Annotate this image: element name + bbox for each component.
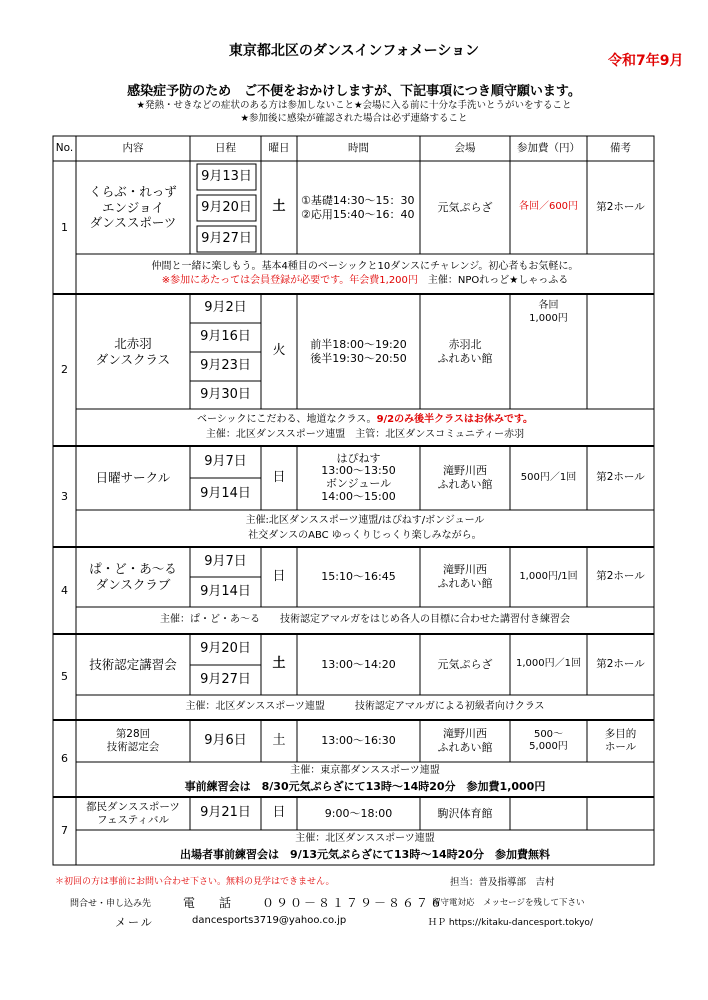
event-name: くらぶ・れっず エンジョイ ダンススポーツ [89, 184, 177, 231]
event-day: 土 [272, 656, 286, 672]
email-label: メール [115, 916, 154, 929]
phone-label: 電 話 [183, 896, 238, 910]
event-day: 日 [272, 568, 286, 584]
event-description: 仲間と一緒に楽しもう。基本4種目のベーシックと10ダンスにチャレンジ。初心者もお気軽に。 ※参加にあたっては会員登録が必要です。年会費1,200円 主催：NPOれっど★しゃっふる [151, 260, 579, 286]
event-day: 日 [272, 469, 286, 485]
event-memo: 第2ホール [596, 570, 645, 583]
event-time: はぴねす 13:00～13:50 ボンジュール 14:00～15:00 [321, 451, 396, 503]
event-fee: 1,000円／1回 [516, 658, 581, 670]
email-address[interactable]: dancesports3719@yahoo.co.jp [192, 915, 347, 926]
event-day: 土 [272, 199, 286, 215]
col-header-time: 時間 [348, 141, 369, 154]
event-memo: 多目的 ホール [604, 727, 637, 753]
event-venue: 駒沢体育館 [437, 806, 493, 820]
event-time: 13:00～16:30 [321, 734, 396, 748]
event-date: 9月27日 [201, 230, 252, 246]
event-number: 6 [61, 751, 68, 765]
phone-note: 留守電対応 メッセージを残して下さい [432, 898, 585, 908]
event-name: ぱ・ど・あ～る ダンスクラブ [89, 561, 177, 592]
footer-note: ＊初回の方は事前にお問い合わせ下さい。無料の見学はできません。 [55, 877, 335, 887]
event-fee: 各回 1,000円 [529, 300, 568, 324]
event-date: 9月30日 [200, 386, 251, 402]
col-header-no: No. [55, 141, 74, 154]
event-number: 5 [61, 670, 68, 684]
event-date: 9月27日 [200, 671, 251, 687]
event-description: 主催：ぱ・ど・あ～る 技術認定アマルガをはじめ各人の目標に合わせた講習付き練習会 [160, 614, 570, 626]
event-venue: 元気ぷらざ [437, 657, 493, 671]
event-number: 2 [61, 363, 68, 377]
event-date: 9月14日 [200, 485, 251, 501]
event-venue: 赤羽北 ふれあい館 [437, 337, 493, 365]
col-header-fee: 参加費（円） [517, 141, 580, 154]
event-name: 第28回 技術認定会 [106, 727, 160, 753]
event-fee: 500～ 5,000円 [529, 728, 568, 752]
col-header-venue: 会場 [454, 141, 476, 154]
homepage-link[interactable]: ＨＰ https://kitaku-dancesport.tokyo/ [428, 918, 593, 928]
event-description: 主催：北区ダンススポーツ連盟 出場者事前練習会は 9/13元気ぷらざにて13時～14時20分 参加費無料 [180, 833, 550, 861]
event-day: 火 [272, 343, 286, 359]
event-name: 日曜サークル [95, 470, 171, 486]
event-fee: 1,000円/1回 [519, 570, 578, 582]
event-date: 9月14日 [200, 583, 251, 599]
event-memo: 第2ホール [596, 471, 645, 484]
event-venue: 滝野川西 ふれあい館 [437, 727, 493, 754]
month-label: 令和7年9月 [608, 53, 684, 69]
event-time: 前半18:00～19:20 後半19:30～20:50 [310, 337, 407, 365]
event-day: 土 [272, 732, 286, 748]
notice-headline: 感染症予防のため ご不便をおかけしますが、下記事項につき順守願います。 [127, 84, 581, 99]
event-date: 9月21日 [200, 805, 251, 821]
notice-line-2: ★参加後に感染が確認された場合は必ず連絡すること [240, 113, 468, 124]
event-name: 都民ダンススポーツ フェスティバル [86, 800, 180, 826]
staff-label: 担当：普及指導部 吉村 [450, 877, 555, 888]
event-description: ベーシックにこだわる、地道なクラス。9/2のみ後半クラスはお休みです。 主催：北区ダンススポーツ連盟 主管：北区ダンスコミュニティー赤羽 [196, 414, 534, 440]
event-date: 9月7日 [204, 553, 247, 569]
event-description: 主催：東京都ダンススポーツ連盟 事前練習会は 8/30元気ぷらざにて13時～14時20分 参加費1,000円 [184, 765, 546, 793]
event-fee: 各回／600円 [518, 201, 579, 213]
event-date: 9月20日 [200, 641, 251, 657]
event-venue: 滝野川西 ふれあい館 [437, 464, 493, 491]
page-title: 東京都北区のダンスインフォメーション [228, 43, 480, 59]
event-venue: 元気ぷらざ [437, 200, 493, 214]
event-date: 9月2日 [204, 300, 247, 316]
event-description: 主催：北区ダンススポーツ連盟 技術認定アマルガによる初級者向けクラス [185, 701, 545, 713]
event-number: 3 [61, 489, 68, 503]
col-header-memo: 備考 [610, 141, 631, 154]
notice-line-1: ★発熱・せきなどの症状のある方は参加しないこと★会場に入る前に十分な手洗いとうがいをすること [136, 100, 572, 111]
event-date: 9月16日 [200, 329, 251, 345]
contact-label: 問合せ・申し込み先 [70, 899, 152, 909]
event-date: 9月23日 [200, 358, 251, 374]
event-date: 9月6日 [204, 732, 247, 748]
event-date: 9月20日 [201, 199, 252, 215]
event-number: 4 [61, 583, 68, 597]
event-fee: 500円／1回 [520, 471, 577, 483]
event-memo: 第2ホール [596, 200, 645, 213]
col-header-date: 日程 [215, 141, 236, 154]
col-header-day: 曜日 [268, 141, 290, 154]
event-name: 北赤羽 ダンスクラス [95, 335, 171, 367]
event-time: 15:10～16:45 [321, 570, 396, 584]
event-description: 主催:北区ダンススポーツ連盟/はぴねす/ボンジュール 社交ダンスのABC ゆっくりじっくり楽しみながら。 [245, 515, 485, 541]
event-date: 9月7日 [204, 453, 247, 469]
event-number: 1 [61, 220, 68, 234]
event-date: 9月13日 [201, 168, 252, 184]
col-header-content: 内容 [122, 141, 144, 154]
event-day: 日 [272, 805, 286, 821]
phone-number[interactable]: ０９０－８１７９－８６７６ [262, 896, 445, 910]
event-number: 7 [61, 824, 68, 838]
event-time: ①基礎14:30～15：30 ②応用15:40～16：40 [301, 193, 415, 221]
event-venue: 滝野川西 ふれあい館 [437, 563, 493, 590]
event-memo: 第2ホール [596, 657, 645, 670]
event-time: 13:00～14:20 [321, 657, 396, 671]
event-time: 9:00～18:00 [324, 806, 393, 820]
event-name: 技術認定講習会 [89, 656, 177, 672]
